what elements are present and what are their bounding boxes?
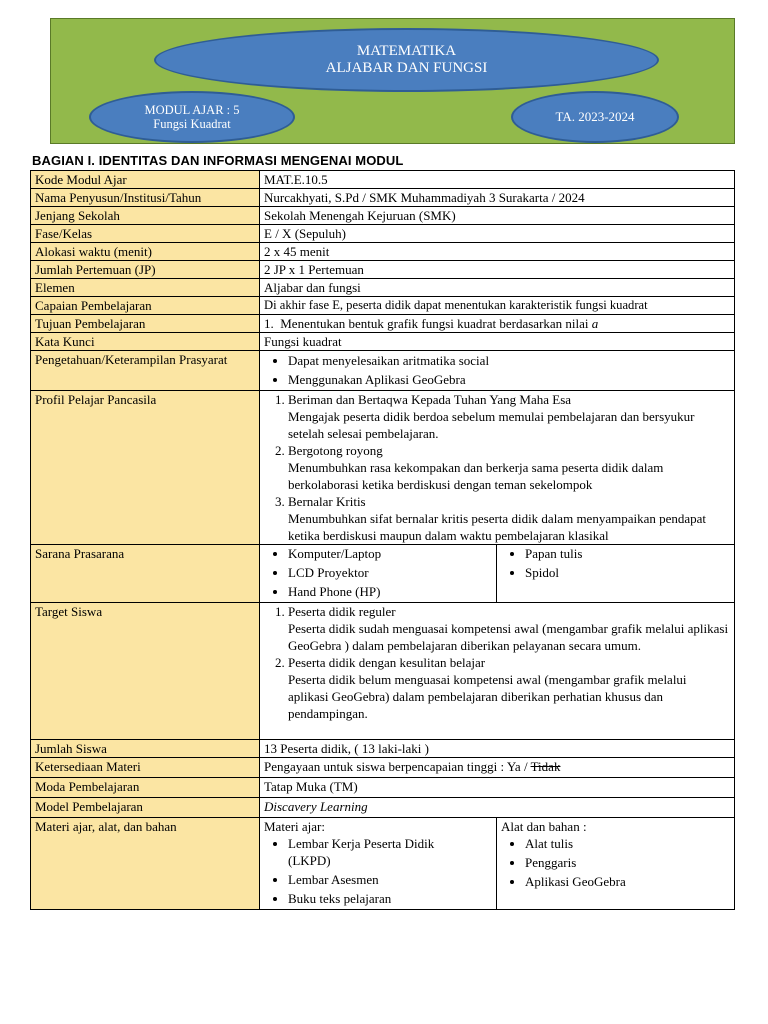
table-row — [31, 758, 735, 778]
row-label: Kode Modul Ajar — [31, 171, 260, 189]
row-value: MAT.E.10.5 — [260, 171, 735, 189]
list-item: • Spidol — [525, 564, 730, 581]
variable-a: a — [591, 316, 599, 331]
table-row — [31, 798, 735, 818]
row-label: Jenjang Sekolah — [31, 207, 260, 225]
row-value-cell — [497, 818, 735, 910]
row-label: Elemen — [31, 279, 260, 297]
header-banner — [50, 18, 735, 144]
row-value-cell — [260, 758, 735, 778]
row-label: Profil Pelajar Pancasila — [31, 391, 260, 545]
list-item — [288, 391, 730, 442]
row-label: Capaian Pembelajaran — [31, 297, 260, 315]
table-row — [31, 351, 735, 391]
row-value: E / X (Sepuluh) — [260, 225, 735, 243]
row-value-cell — [260, 391, 735, 545]
row-label: Sarana Prasarana — [31, 545, 260, 603]
row-value-cell — [260, 315, 735, 333]
row-label: Pengetahuan/Keterampilan Prasyarat — [31, 351, 260, 391]
profil-desc: Menumbuhkan rasa kekompakan dan berkerja sama peserta didik dalam berkolaborasi ketika berdiskusi dengan teman sekelompok — [288, 460, 664, 492]
profil-title: 1. Beriman dan Bertaqwa Kepada Tuhan Yang Maha Esa — [288, 392, 572, 407]
row-value-cell — [260, 603, 735, 740]
row-value: 13 Peserta didik, ( 13 laki-laki ) — [260, 740, 735, 758]
row-label: Kata Kunci — [31, 333, 260, 351]
row-value-cell — [260, 351, 735, 391]
table-row — [31, 391, 735, 545]
table-row — [31, 545, 735, 603]
subject-title-ellipse — [154, 28, 659, 92]
row-label: Moda Pembelajaran — [31, 778, 260, 798]
table-row — [31, 207, 735, 225]
list-item: • Penggaris — [525, 854, 730, 871]
row-label: Fase/Kelas — [31, 225, 260, 243]
academic-year-ellipse — [511, 91, 679, 143]
module-info-table — [30, 170, 735, 910]
table-row — [31, 225, 735, 243]
modul-number: MODUL AJAR : 5 — [144, 103, 240, 117]
row-label: Nama Penyusun/Institusi/Tahun — [31, 189, 260, 207]
row-value: 1. Menentukan bentuk grafik fungsi kuadrat berdasarkan nilai — [264, 316, 592, 331]
table-row — [31, 333, 735, 351]
row-label: Ketersediaan Materi — [31, 758, 260, 778]
modul-ellipse — [89, 91, 295, 143]
table-row — [31, 243, 735, 261]
row-value: Fungsi kuadrat — [260, 333, 735, 351]
academic-year: TA. 2023-2024 — [555, 109, 635, 124]
subject-subtitle: ALJABAR DAN FUNGSI — [325, 60, 488, 76]
row-value: Di akhir fase E, peserta didik dapat menentukan karakteristik fungsi kuadrat — [260, 297, 735, 315]
table-row — [31, 818, 735, 910]
target-title: 2. Peserta didik dengan kesulitan belajar — [288, 655, 486, 670]
alat-title: Alat dan bahan : — [501, 819, 587, 834]
modul-topic: Fungsi Kuadrat — [153, 117, 231, 131]
row-label: Jumlah Pertemuan (JP) — [31, 261, 260, 279]
list-item: • Lembar Asesmen — [288, 871, 442, 888]
row-value: Tatap Muka (TM) — [260, 778, 735, 798]
row-label: Materi ajar, alat, dan bahan — [31, 818, 260, 910]
target-title: 1. Peserta didik reguler — [288, 604, 396, 619]
list-item: • Lembar Kerja Peserta Didik (LKPD) — [288, 835, 442, 869]
row-label: Target Siswa — [31, 603, 260, 740]
target-desc: Peserta didik sudah menguasai kompetensi awal (mengambar grafik melalui aplikasi GeoGebra ) dalam pembelajaran diberikan pelayanan secara umum. — [288, 621, 729, 653]
list-item: • Menggunakan Aplikasi GeoGebra — [288, 371, 730, 388]
profil-title: 2. Bergotong royong — [288, 443, 383, 458]
table-row — [31, 315, 735, 333]
row-label: Tujuan Pembelajaran — [31, 315, 260, 333]
list-item — [288, 603, 730, 654]
row-value-cell — [497, 545, 735, 603]
table-row — [31, 740, 735, 758]
row-value: 2 JP x 1 Pertemuan — [260, 261, 735, 279]
row-value: 2 x 45 menit — [260, 243, 735, 261]
list-item — [288, 654, 730, 722]
row-value-cell — [260, 545, 497, 603]
list-item — [288, 442, 730, 493]
table-row — [31, 603, 735, 740]
table-row — [31, 261, 735, 279]
list-item: • LCD Proyektor — [288, 564, 492, 581]
table-row — [31, 279, 735, 297]
list-item — [288, 493, 730, 544]
struck-option: Tidak — [530, 759, 561, 774]
list-item: • Alat tulis — [525, 835, 730, 852]
profil-desc: Mengajak peserta didik berdoa sebelum memulai pembelajaran dan bersyukur setelah selesai pembelajaran. — [288, 409, 695, 441]
profil-desc: Menumbuhkan sifat bernalar kritis peserta didik dalam menyampaikan pendapat ketika berdiskusi maupun dalam waktu pembelajaran klasikal — [288, 511, 707, 543]
profil-title: 3. Bernalar Kritis — [288, 494, 366, 509]
row-label: Model Pembelajaran — [31, 798, 260, 818]
row-value: Pengayaan untuk siswa berpencapaian tinggi : Ya / — [264, 759, 531, 774]
subject-title: MATEMATIKA — [356, 43, 457, 59]
table-row — [31, 297, 735, 315]
list-item: • Papan tulis — [525, 545, 730, 562]
row-value: Nurcakhyati, S.Pd / SMK Muhammadiyah 3 Surakarta / 2024 — [260, 189, 735, 207]
row-label: Jumlah Siswa — [31, 740, 260, 758]
row-label: Alokasi waktu (menit) — [31, 243, 260, 261]
table-row — [31, 189, 735, 207]
row-value: Aljabar dan fungsi — [260, 279, 735, 297]
list-item: • Dapat menyelesaikan aritmatika social — [288, 352, 730, 369]
list-item: • Hand Phone (HP) — [288, 583, 492, 600]
section-title: BAGIAN I. IDENTITAS DAN INFORMASI MENGENAI MODUL — [32, 153, 404, 168]
materi-title: Materi ajar: — [264, 819, 325, 834]
row-value-cell — [260, 818, 497, 910]
list-item: • Aplikasi GeoGebra — [525, 873, 730, 890]
list-item: • Buku teks pelajaran — [288, 890, 442, 907]
target-desc: Peserta didik belum menguasai kompetensi awal (mengambar grafik melalui aplikasi GeoGebra) dalam pembelajaran diberikan perhatian khusus dan pendampingan. — [288, 672, 687, 721]
row-value: Discavery Learning — [260, 798, 735, 818]
list-item: • Komputer/Laptop — [288, 545, 492, 562]
row-value: Sekolah Menengah Kejuruan (SMK) — [260, 207, 735, 225]
table-row — [31, 171, 735, 189]
table-row — [31, 778, 735, 798]
